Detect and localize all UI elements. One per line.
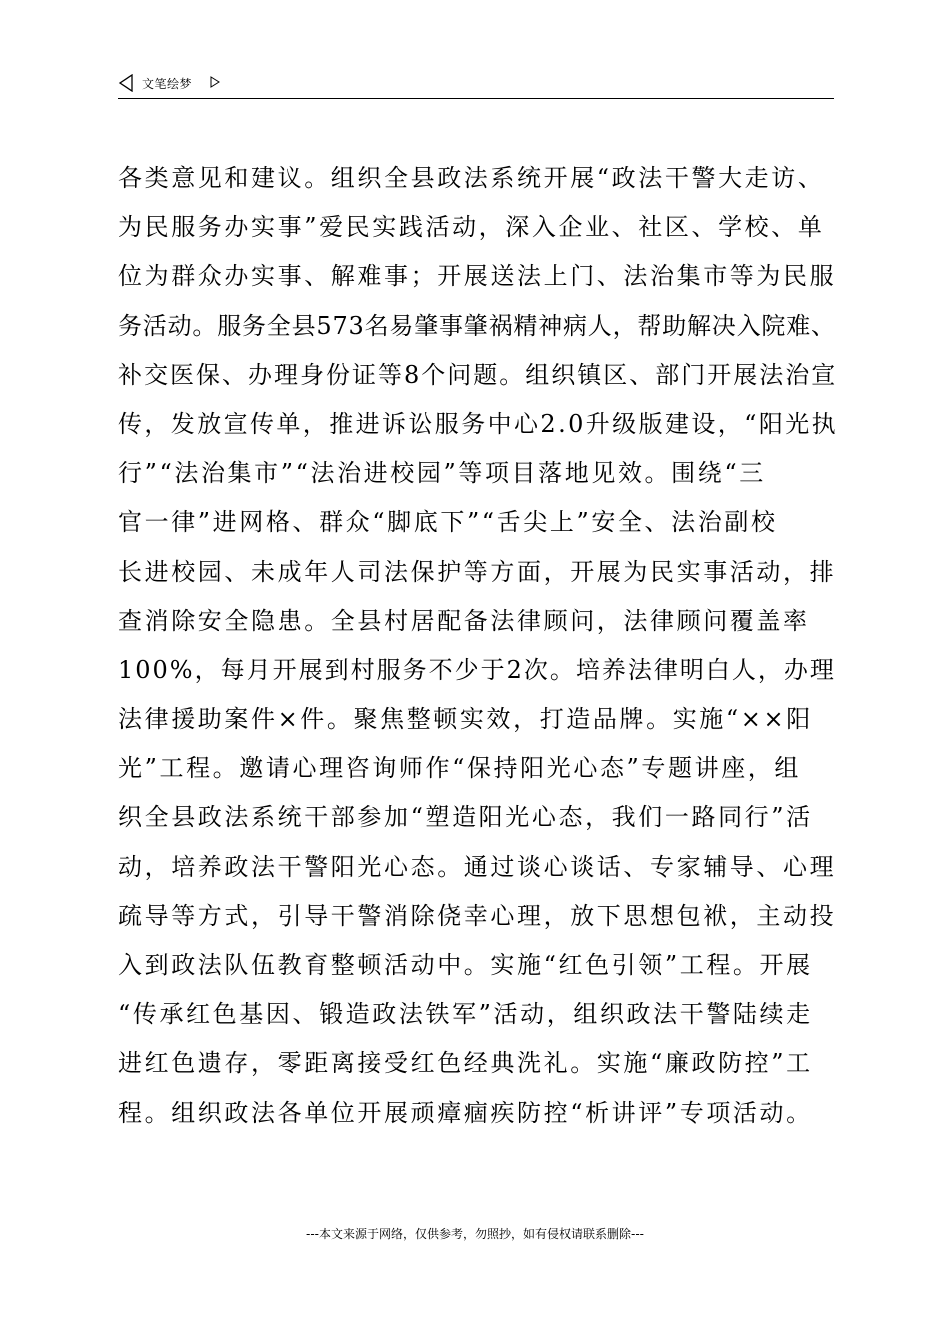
body-line: 长进校园、未成年人司法保护等方面，开展为民实事活动，排 (118, 557, 837, 586)
body-line: 进红色遗存，零距离接受红色经典洗礼。实施“廉政防控”工 (118, 1049, 813, 1078)
body-line: 程。组织政法各单位开展顽瘴痼疾防控“析讲评”专项活动。 (118, 1098, 813, 1127)
body-line: 为民服务办实事”爱民实践活动，深入企业、社区、学校、单 (118, 213, 825, 242)
body-line: 动，培养政法干警阳光心态。通过谈心谈话、专家辅导、心理 (118, 852, 837, 881)
footer-notice: ---本文来源于网络，仅供参考，勿照抄，如有侵权请联系删除--- (306, 1227, 644, 1241)
body-line: 传，发放宣传单，推进诉讼服务中心2.0升级版建设，“阳光执 (118, 409, 839, 438)
triangle-left-icon (118, 74, 134, 92)
triangle-right-icon (210, 76, 220, 88)
body-line: 光”工程。邀请心理咨询师作“保持阳光心态”专题讲座，组 (118, 754, 802, 783)
body-line: “传承红色基因、锻造政法铁军”活动，组织政法干警陆续走 (118, 1000, 813, 1029)
document-body (118, 166, 838, 1150)
body-line: 务活动。服务全县573名易肇事肇祸精神病人，帮助解决入院难、 (118, 311, 836, 340)
body-line: 各类意见和建议。组织全县政法系统开展“政法干警大走访、 (118, 164, 825, 192)
body-line: 100%，每月开展到村服务不少于2次。培养法律明白人，办理 (118, 655, 836, 684)
body-line: 查消除安全隐患。全县村居配备法律顾问，法律顾问覆盖率 (118, 606, 810, 635)
body-line: 织全县政法系统干部参加“塑造阳光心态，我们一路同行”活 (118, 803, 813, 832)
body-line: 官一律”进网格、群众“脚底下”“舌尖上”安全、法治副校 (118, 508, 778, 537)
body-line: 位为群众办实事、解难事；开展送法上门、法治集市等为民服 (118, 262, 837, 291)
body-line: 行”“法治集市”“法治进校园”等项目落地见效。围绕“三 (118, 459, 766, 488)
body-line: 法律援助案件×件。聚焦整顿实效，打造品牌。实施“××阳 (118, 705, 813, 734)
body-line: 疏导等方式，引导干警消除侥幸心理，放下思想包袱，主动投 (118, 901, 837, 930)
body-line: 补交医保、办理身份证等8个问题。组织镇区、部门开展法治宣 (118, 360, 838, 389)
page-header (118, 74, 834, 99)
body-line: 入到政法队伍教育整顿活动中。实施“红色引领”工程。开展 (118, 951, 813, 979)
brand-title: 文笔绘梦 (142, 77, 193, 91)
